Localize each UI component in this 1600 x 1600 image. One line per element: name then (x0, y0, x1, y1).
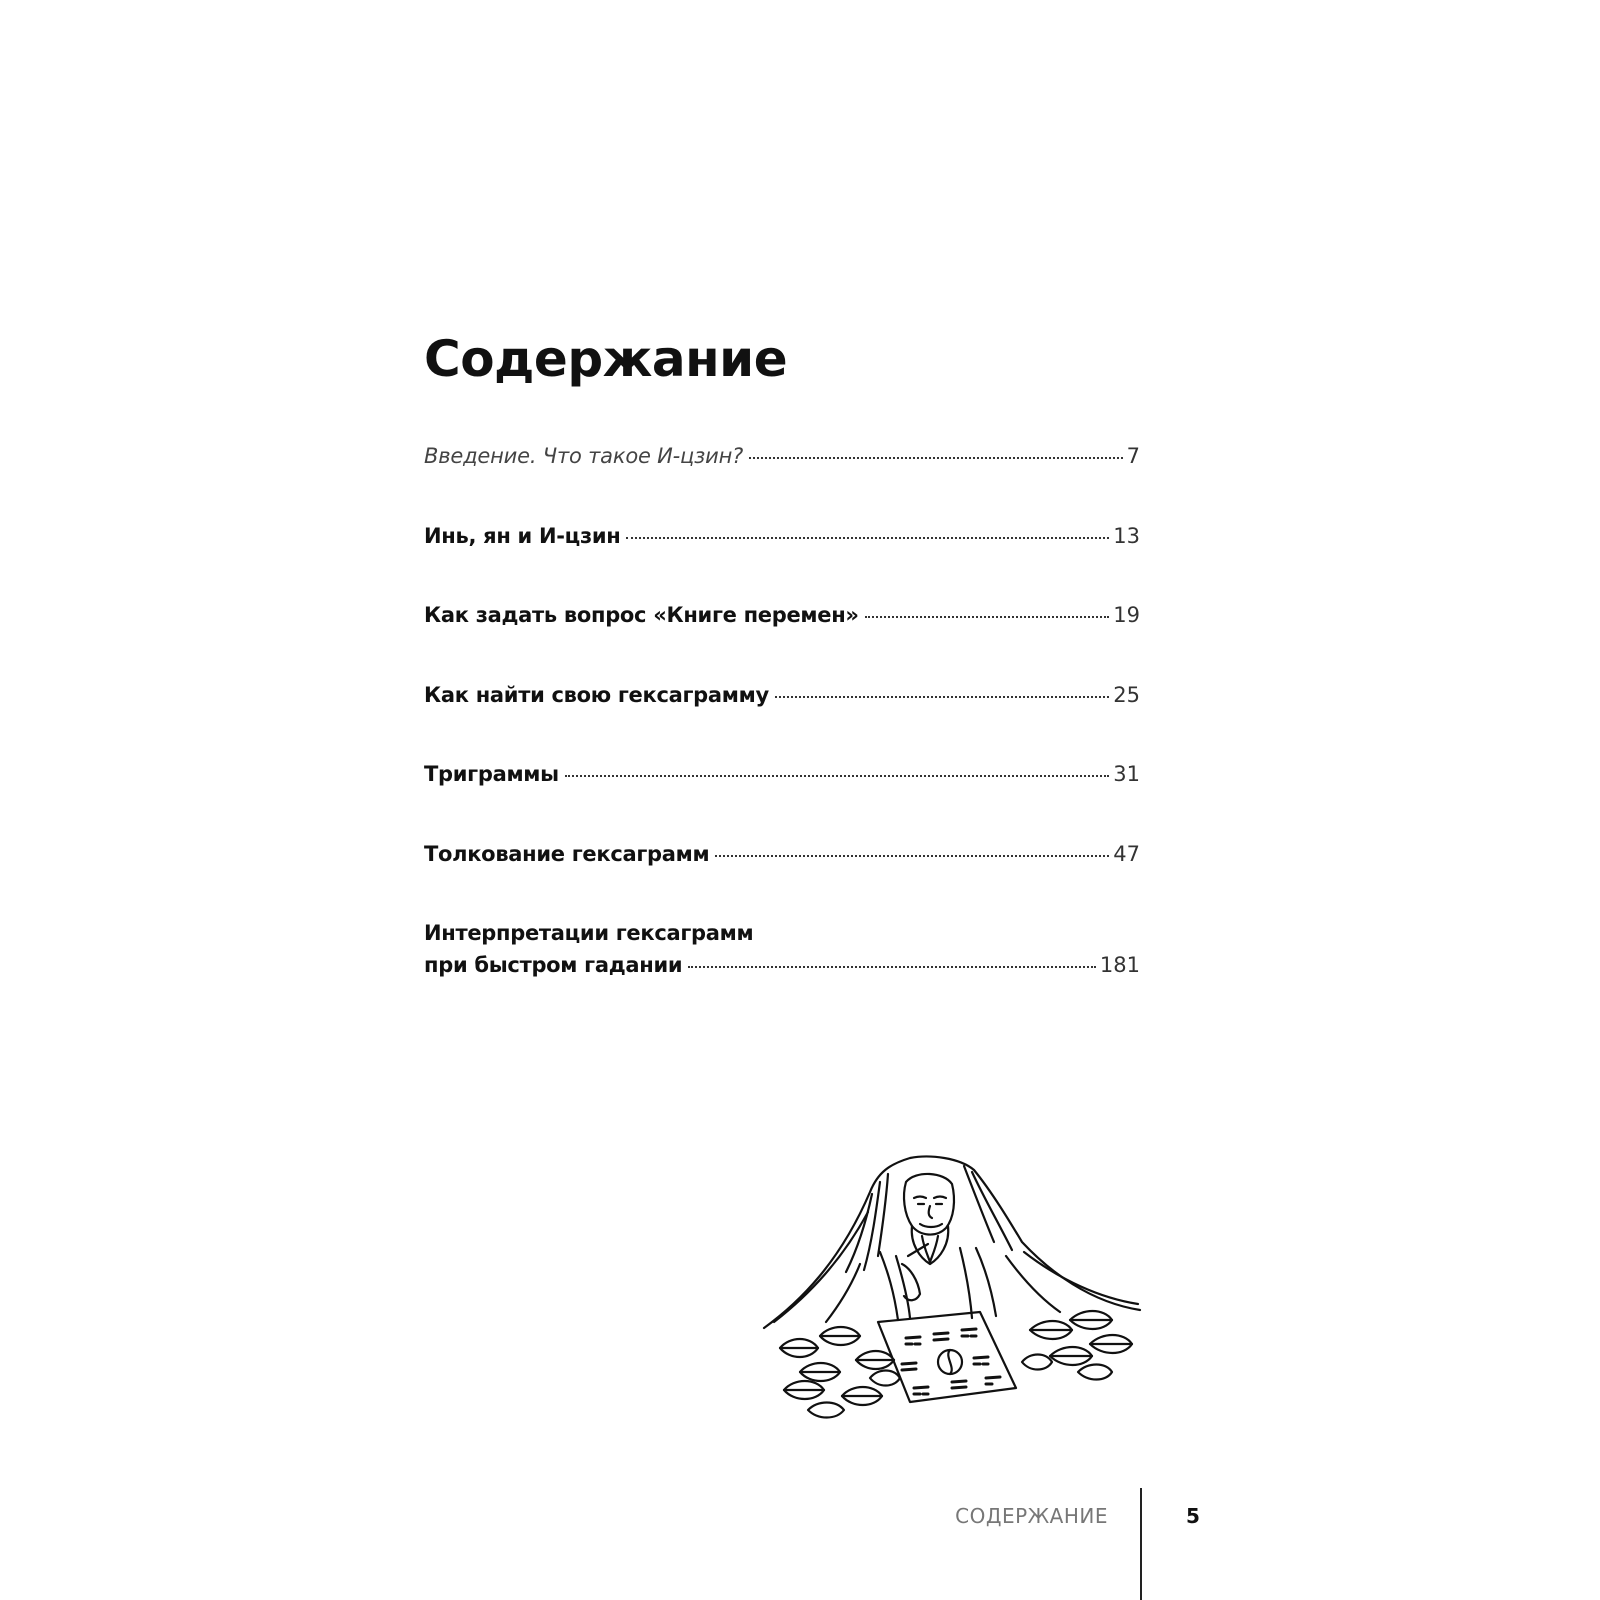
toc-entry-label: Как найти свою гексаграмму (424, 683, 769, 707)
sage-illustration (760, 1152, 1144, 1422)
toc-entry-page: 13 (1113, 524, 1140, 548)
toc-entry-label: Как задать вопрос «Книге перемен» (424, 603, 859, 627)
toc-entry-label: Интерпретации гексаграмм (424, 921, 754, 945)
toc-entry-find-hexagram[interactable] (424, 679, 1140, 711)
toc-entry-label: при быстром гадании (424, 953, 683, 977)
toc-entry-page: 19 (1113, 603, 1140, 627)
toc-entry-yin-yang[interactable] (424, 520, 1140, 552)
dot-leader (688, 966, 1096, 968)
page-title: Содержание (424, 330, 788, 388)
dot-leader (865, 616, 1110, 618)
page-number: 5 (1186, 1504, 1200, 1528)
dot-leader (749, 457, 1123, 459)
toc-entry-page: 25 (1113, 683, 1140, 707)
toc-entry-trigrams[interactable] (424, 758, 1140, 790)
footer-divider (1140, 1488, 1142, 1600)
toc-entry-page: 7 (1126, 444, 1140, 468)
dot-leader (775, 696, 1109, 698)
dot-leader (715, 855, 1109, 857)
dot-leader (565, 775, 1109, 777)
dot-leader (626, 537, 1109, 539)
toc-entry-label: Толкование гексаграмм (424, 842, 710, 866)
toc-entry-hexagram-interpretation[interactable] (424, 838, 1140, 870)
toc-entry-ask-question[interactable] (424, 599, 1140, 631)
toc-entry-page: 47 (1113, 842, 1140, 866)
toc-entry-label: Введение. Что такое И-цзин? (424, 444, 744, 468)
toc-entry-page: 181 (1099, 953, 1140, 977)
toc-entry-label: Инь, ян и И-цзин (424, 524, 621, 548)
toc-entry-introduction[interactable] (424, 440, 1140, 472)
running-footer-section: СОДЕРЖАНИЕ (955, 1504, 1108, 1528)
toc-entry-page: 31 (1113, 762, 1140, 786)
toc-entry-label: Триграммы (424, 762, 559, 786)
toc-entry-quick-divination[interactable] (424, 917, 1140, 981)
